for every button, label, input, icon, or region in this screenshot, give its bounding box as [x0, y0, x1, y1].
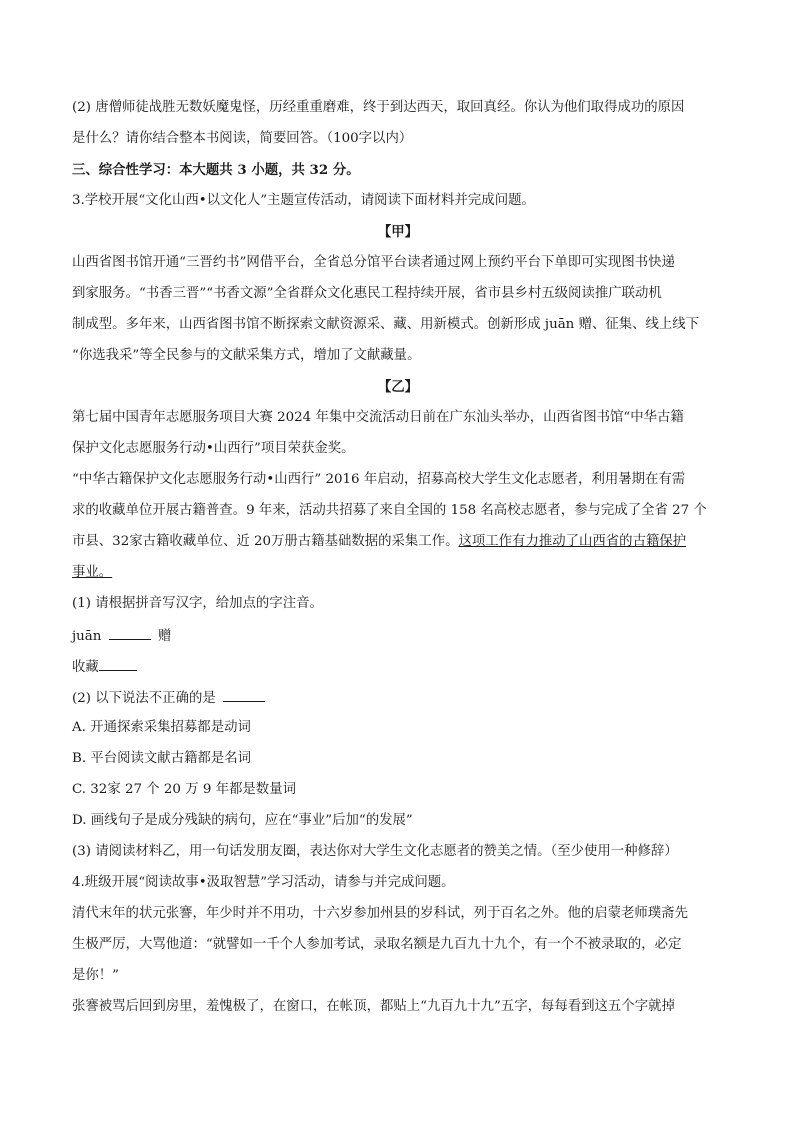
- material-b-line: “中华古籍保护文化志愿服务行动•山西行” 2016 年启动，招募高校大学生文化志愿者，利用暑期在有需: [72, 472, 686, 487]
- q2-part2-line1: (2) 唐僧师徒战胜无数妖魔鬼怪，历经重重磨难，终于到达西天，取回真经。你认为他们取得成功的原因: [72, 100, 685, 115]
- q4-intro: 4.班级开展“阅读故事•汲取智慧”学习活动，请参与并完成问题。: [72, 875, 455, 890]
- sub2-prompt-text: (2) 以下说法不正确的是: [72, 691, 216, 706]
- material-a-line: 制成型。多年来，山西省图书馆不断探索文献资源采、藏、用新模式。创新形成 juān 赠、征集、线上线下: [72, 317, 700, 332]
- item2-prefix: 收藏: [72, 660, 99, 675]
- option-a: A. 开通探索采集招募都是动词: [72, 720, 251, 735]
- option-d: D. 画线句子是成分残缺的病句，应在“事业”后加“的发展”: [72, 813, 413, 828]
- q3-sub1-item1: [72, 625, 724, 656]
- answer-blank[interactable]: [223, 687, 265, 702]
- q4-line: 生极严厉，大骂他道：“就譬如一千个人参加考试，录取名额是九百九十九个，有一个不被录取的，必定: [72, 937, 682, 952]
- material-a-line: 山西省图书馆开通“三晋约书”网借平台，全省总分馆平台读者通过网上预约平台下单即可实现图书快递: [72, 255, 675, 270]
- material-b-line: 保护文化志愿服务行动•山西行”项目荣获金奖。: [72, 441, 355, 456]
- option-c: C. 32家 27 个 20 万 9 年都是数量词: [72, 782, 296, 797]
- material-b-label: 【乙】: [377, 379, 419, 395]
- exam-page: [72, 98, 724, 1028]
- material-b-line: 求的收藏单位开展古籍普查。9 年来，活动共招募了来自全国的 158 名高校志愿者，参与完成了全省 27 个: [72, 503, 707, 518]
- q3-sub1-prompt: (1) 请根据拼音写汉字，给加点的字注音。: [72, 596, 323, 611]
- answer-blank[interactable]: [99, 656, 137, 671]
- material-b-line: [72, 563, 724, 594]
- q4-line: 清代末年的状元张謇，年少时并不用功，十六岁参加州县的岁科试，列于百名之外。他的启蒙老师璞斋先: [72, 906, 688, 921]
- option-b: B. 平台阅读文献古籍都是名词: [72, 751, 252, 766]
- material-a-label: 【甲】: [377, 224, 419, 240]
- q2-part2-line2: 是什么？请你结合整本书阅读，简要回答。（100字以内）: [72, 131, 413, 146]
- material-b-line5-plain: 市县、32家古籍收藏单位、近 20万册古籍基础数据的采集工作。: [72, 534, 459, 549]
- q4-line: 是你！”: [72, 968, 120, 983]
- material-a-line: 到家服务。“书香三晋”“书香文源”全省群众文化惠民工程持续开展，省市县乡村五级阅读推广联动机: [72, 286, 662, 301]
- pinyin-juan: juān: [72, 629, 102, 644]
- section3-heading: 三、综合性学习：本大题共 3 小题，共 32 分。: [72, 162, 360, 178]
- q3-sub1-item2: [72, 656, 724, 687]
- q3-sub2-prompt: [72, 687, 724, 718]
- material-b-line: [72, 532, 724, 563]
- answer-blank[interactable]: [109, 625, 151, 640]
- underlined-sentence: 这项工作有力推动了山西省的古籍保护: [458, 534, 687, 549]
- material-a-line: “你选我采”等全民参与的文献采集方式，增加了文献藏量。: [72, 348, 421, 363]
- q4-line: 张謇被骂后回到房里，羞愧极了，在窗口，在帐顶，都贴上“九百九十九”五字，每每看到这五个字就掉: [72, 999, 675, 1014]
- material-b-line: 第七届中国青年志愿服务项目大赛 2024 年集中交流活动日前在广东汕头举办，山西省图书馆“中华古籍: [72, 410, 684, 425]
- q3-sub3-prompt: (3) 请阅读材料乙，用一句话发朋友圈，表达你对大学生文化志愿者的赞美之情。（至少使用一种修辞）: [72, 844, 678, 859]
- item1-suffix: 赠: [157, 629, 172, 644]
- q3-intro: 3.学校开展“文化山西•以文化人”主题宣传活动，请阅读下面材料并完成问题。: [72, 193, 535, 208]
- underlined-sentence-end: 事业。: [72, 565, 113, 580]
